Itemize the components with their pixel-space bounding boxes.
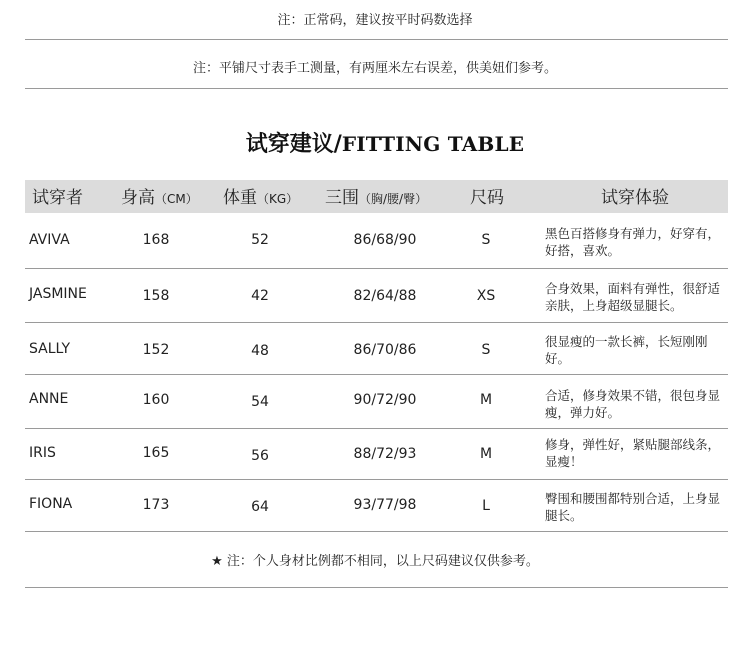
header-tester: 试穿者 bbox=[32, 188, 83, 208]
height-value: 160 bbox=[142, 392, 170, 408]
size-value: M bbox=[479, 392, 493, 408]
header-height bbox=[121, 180, 198, 213]
size-value: XS bbox=[476, 288, 496, 304]
footer-note: ★ 注：个人身材比例都不相同，以上尺码建议仅供参考。 bbox=[211, 554, 539, 569]
table-row bbox=[25, 213, 728, 269]
divider-measure bbox=[25, 88, 728, 89]
height-value: 168 bbox=[142, 232, 170, 248]
measurements-value: 88/72/93 bbox=[353, 446, 417, 462]
size-value: L bbox=[482, 498, 490, 514]
table-row bbox=[25, 323, 728, 375]
row-divider bbox=[25, 531, 728, 532]
tester-name: AVIVA bbox=[29, 232, 70, 248]
title-en: FITTING TABLE bbox=[341, 132, 525, 156]
measurements-value: 86/68/90 bbox=[353, 232, 417, 248]
measurements-value: 86/70/86 bbox=[353, 342, 417, 358]
weight-value: 54 bbox=[251, 394, 269, 410]
height-value: 152 bbox=[142, 342, 170, 358]
experience-comment: 黑色百搭修身有弹力，好穿有，好搭，喜欢。 bbox=[545, 226, 721, 258]
table-row bbox=[25, 375, 728, 429]
size-value: S bbox=[481, 232, 491, 248]
divider-bottom bbox=[25, 587, 728, 588]
title-zh: 试穿建议/ bbox=[245, 132, 342, 157]
experience-comment: 很显瘦的一款长裤，长短刚刚好。 bbox=[545, 334, 708, 366]
weight-value: 48 bbox=[251, 343, 269, 359]
experience-comment: 修身，弹性好，紧贴腿部线条，显瘦！ bbox=[545, 437, 721, 469]
size-value: S bbox=[481, 342, 491, 358]
header-weight bbox=[223, 180, 298, 213]
height-value: 173 bbox=[142, 497, 170, 513]
height-value: 165 bbox=[142, 445, 170, 461]
header-height-unit: （CM） bbox=[155, 192, 198, 206]
experience-comment: 臀围和腰围都特别合适，上身显腿长。 bbox=[545, 491, 721, 523]
height-value: 158 bbox=[142, 288, 170, 304]
measurements-value: 82/64/88 bbox=[353, 288, 417, 304]
fitting-table-title bbox=[0, 127, 750, 158]
weight-value: 56 bbox=[251, 448, 269, 464]
tester-name: FIONA bbox=[29, 496, 73, 512]
measure-note: 注：平铺尺寸表手工测量，有两厘米左右误差，供美妞们参考。 bbox=[192, 61, 557, 76]
measurements-value: 90/72/90 bbox=[353, 392, 417, 408]
measurements-value: 93/77/98 bbox=[353, 497, 417, 513]
table-row bbox=[25, 429, 728, 480]
experience-comment: 合适，修身效果不错，很包身显瘦，弹力好。 bbox=[545, 388, 721, 420]
header-height-label: 身高 bbox=[121, 188, 155, 208]
header-size: 尺码 bbox=[470, 188, 504, 208]
weight-value: 64 bbox=[251, 499, 269, 515]
weight-value: 52 bbox=[251, 232, 269, 248]
tester-name: ANNE bbox=[29, 391, 69, 407]
experience-comment: 合身效果，面料有弹性，很舒适亲肤，上身超级显腿长。 bbox=[545, 281, 721, 313]
tester-name: SALLY bbox=[29, 341, 71, 357]
table-row bbox=[25, 480, 728, 532]
header-weight-label: 体重 bbox=[223, 188, 257, 208]
header-experience: 试穿体验 bbox=[601, 188, 669, 208]
header-measurements bbox=[325, 180, 427, 213]
top-note: 注：正常码，建议按平时码数选择 bbox=[277, 13, 473, 28]
divider-top bbox=[25, 39, 728, 40]
table-row bbox=[25, 269, 728, 323]
tester-name: IRIS bbox=[29, 445, 56, 461]
header-weight-unit: （KG） bbox=[257, 192, 299, 206]
weight-value: 42 bbox=[251, 288, 269, 304]
size-value: M bbox=[479, 446, 493, 462]
header-measurements-label: 三围 bbox=[325, 188, 359, 208]
header-measurements-unit: （胸/腰/臀） bbox=[359, 192, 428, 206]
table-header bbox=[25, 180, 728, 213]
tester-name: JASMINE bbox=[29, 286, 87, 302]
